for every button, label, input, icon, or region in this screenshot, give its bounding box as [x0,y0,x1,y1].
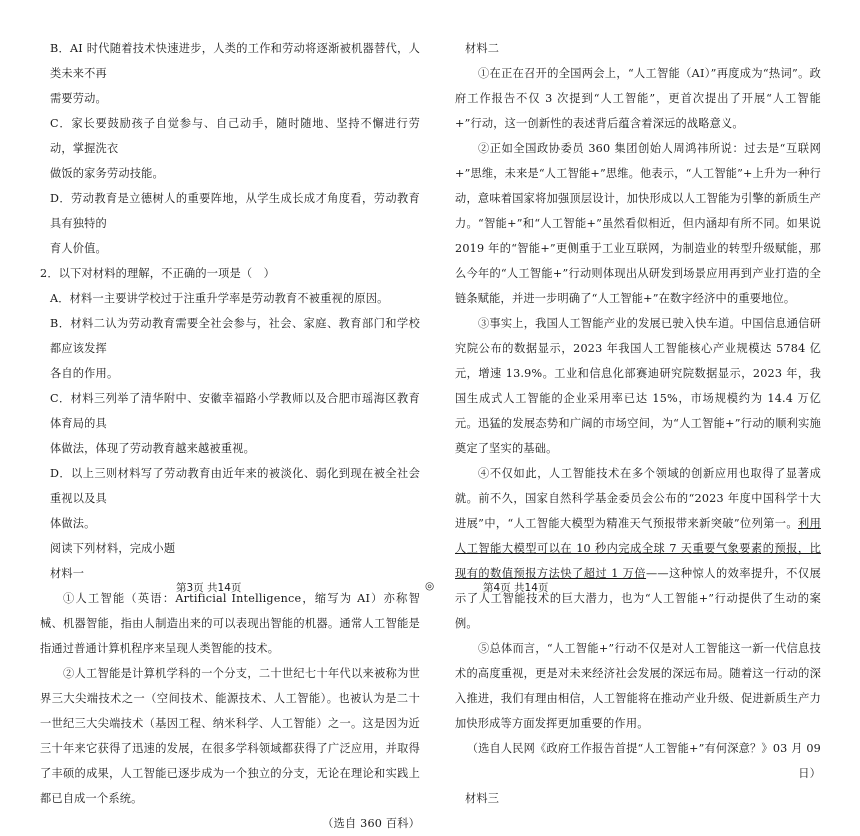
underlined-sentence: 利用人工智能大模型可以在 10 秒内完成全球 7 天重要气象要素的预报，比现有的数值预报方法快了超过 1 万倍 [455,517,821,580]
left-paragraph: D．劳动教育是立德树人的重要阵地，从学生成长成才角度看，劳动教育具有独特的 [50,192,420,230]
right-paragraph: ②正如全国政协委员 360 集团创始人周鸿祎所说：过去是“互联网+”思维，未来是“人工智能+”思维。他表示，“人工智能”+上升为一种行动，意味着国家将加强顶层设计，加快形成以人工智能为引擎的新质生产力。“智能+”和“人工智能+”虽然看似相近，但内涵却有所不同。如果说 2019 年的“智能+”更侧重于工业互联网，为制造业的转型升级赋能，那么今年的“人工智能+”行动则体现出从研发到场景应用再到产业打造的全链条赋能，并进一步明确了“人工智能+”在数字经济中的重要地位。 [455,142,821,305]
right-paragraph: ①在正在召开的全国两会上，“人工智能（AI）”再度成为“热词”。政府工作报告不仅 3 次提到“人工智能”，更首次提出了开展“人工智能+”行动，这一创新性的表述背后蕴含着深远的战略意义。 [455,67,821,130]
left-paragraph: （选自 360 百科） [322,817,420,830]
right-paragraph: 材料二 [465,42,500,55]
right-column [455,36,821,811]
page-number-right: 第4页 共14页 [483,582,549,594]
left-paragraph: 育人价值。 [50,242,107,255]
left-paragraph: ①人工智能（英语：Artificial Intelligence，缩写为 AI）亦称智械、机器智能，指由人制造出来的可以表现出智能的机器。通常人工智能是指通过普通计算机程序来呈现人类智能的技术。 [40,592,420,655]
left-paragraph: A．材料一主要讲学校过于注重升学率是劳动教育不被重视的原因。 [50,292,389,305]
left-paragraph: C．家长要鼓励孩子自觉参与、自己动手，随时随地、坚持不懈进行劳动，掌握洗衣 [50,117,420,155]
right-paragraph: 材料三 [465,792,500,805]
left-column [40,36,420,836]
right-paragraph: ③事实上，我国人工智能产业的发展已驶入快车道。中国信息通信研究院公布的数据显示，2023 年我国人工智能核心产业规模达 5784 亿元，增速 13.9%。工业和信息化部赛迪研究院数据显示，2023 年，我国生成式人工智能的企业采用率已达 15%，市场规模约为 14.4 万亿元。迅猛的发展态势和广阔的市场空间，为“人工智能+”行动的顺利实施奠定了坚实的基础。 [455,317,821,455]
left-paragraph: 2．以下对材料的理解，不正确的一项是（ ） [40,267,276,280]
left-paragraph: 体做法。 [50,517,96,530]
right-paragraph: ④不仅如此，人工智能技术在多个领域的创新应用也取得了显著成就。前不久，国家自然科学基金委员会公布的“2023 年度中国科学十大进展”中，“人工智能大模型为精准天气预报带来新突破”位列第一。利用人工智能大模型可以在 10 秒内完成全球 7 天重要气象要素的预报，比现有的数值预报方法快了超过 1 万倍——这种惊人的效率提升，不仅展示了人工智能技术的巨大潜力，也为“人工智能+”行动提供了生动的案例。 [455,467,821,630]
left-paragraph: ②人工智能是计算机学科的一个分支，二十世纪七十年代以来被称为世界三大尖端技术之一（空间技术、能源技术、人工智能）。也被认为是二十一世纪三大尖端技术（基因工程、纳米科学、人工智能）之一。这是因为近三十年来它获得了迅速的发展，在很多学科领域都获得了广泛应用，并取得了丰硕的成果，人工智能已逐步成为一个独立的分支，无论在理论和实践上都已自成一个系统。 [40,667,420,805]
right-paragraph: （选自人民网《政府工作报告首提“人工智能+”有何深意？》03 月 09 日） [466,742,821,780]
left-paragraph: B．材料二认为劳动教育需要全社会参与，社会、家庭、教育部门和学校都应该发挥 [50,317,420,355]
right-paragraph: ⑤总体而言，“人工智能+”行动不仅是对人工智能这一新一代信息技术的高度重视，更是对未来经济社会发展的深远布局。随着这一行动的深入推进，我们有理由相信，人工智能将在推动产业升级、促进新质生产力加快形成等方面发挥更加重要的作用。 [455,642,821,730]
left-paragraph: 各自的作用。 [50,367,119,380]
left-paragraph: 材料一 [50,567,85,580]
left-paragraph: D．以上三则材料写了劳动教育由近年来的被淡化、弱化到现在被全社会重视以及具 [50,467,420,505]
center-mark: ◎ [425,580,435,592]
left-paragraph: 做饭的家务劳动技能。 [50,167,164,180]
left-paragraph: B．AI 时代随着技术快速进步，人类的工作和劳动将逐渐被机器替代，人类未来不再 [50,42,420,80]
left-paragraph: 需要劳动。 [50,92,107,105]
left-paragraph: 阅读下列材料，完成小题 [50,542,176,555]
page-number-left: 第3页 共14页 [176,582,242,594]
left-paragraph: C．材料三列举了清华附中、安徽幸福路小学教师以及合肥市瑶海区教育体育局的具 [50,392,420,430]
left-paragraph: 体做法，体现了劳动教育越来越被重视。 [50,442,255,455]
